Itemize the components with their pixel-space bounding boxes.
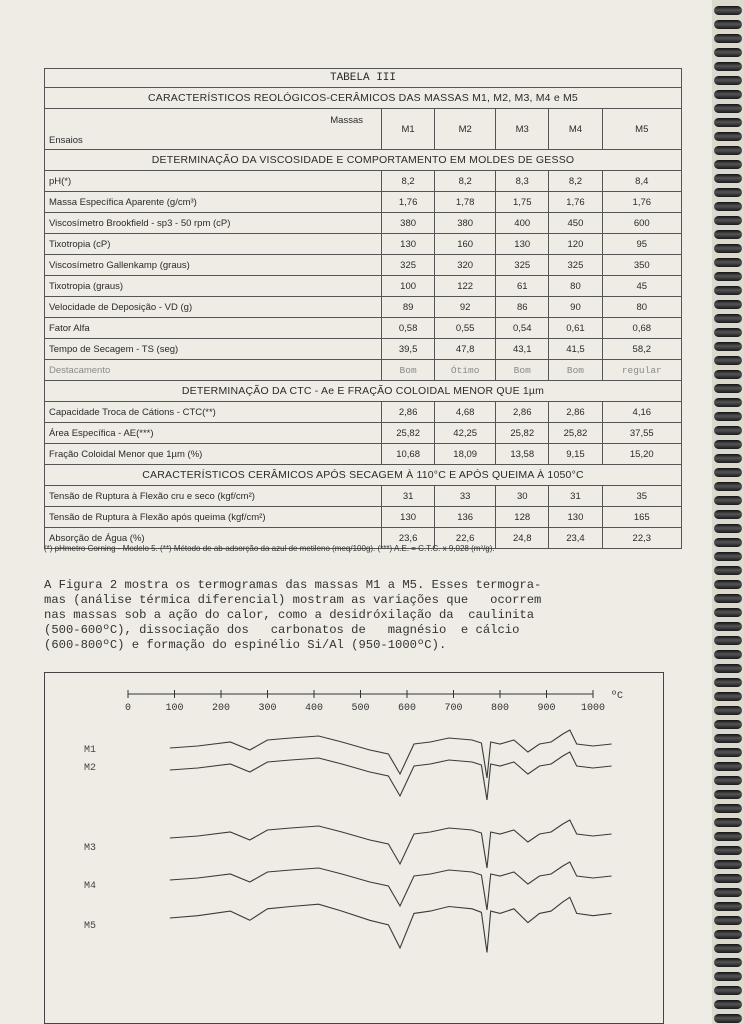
spiral-coil [714,468,742,477]
column-header: M1 [382,109,435,150]
table-row [45,402,682,423]
section-title-row [45,381,682,402]
spiral-coil [714,160,742,169]
row-value: 350 [602,255,681,276]
table-row [45,423,682,444]
row-value: 80 [602,297,681,318]
row-value: 23,6 [382,528,435,549]
row-value: 380 [382,213,435,234]
row-value: 4,68 [435,402,496,423]
row-value: 320 [435,255,496,276]
spiral-coil [714,398,742,407]
axis-tick-label: 700 [444,703,463,714]
row-value: 0,58 [382,318,435,339]
spiral-coil [714,286,742,295]
row-value: 1,75 [496,192,549,213]
row-value: 31 [382,486,435,507]
table-row [45,444,682,465]
section-title: DETERMINAÇÃO DA CTC - Ae E FRAÇÃO COLOIDAL MENOR QUE 1µm [45,381,682,402]
table-caption-row [45,88,682,109]
spiral-coil [714,510,742,519]
spiral-coil [714,832,742,841]
row-value: Bom [496,360,549,381]
section-title-row [45,150,682,171]
row-value: 0,54 [496,318,549,339]
row-value: 1,76 [382,192,435,213]
spiral-coil [714,272,742,281]
row-label: Tixotropia (cP) [45,234,382,255]
row-value: 128 [496,507,549,528]
ensaios-label: Ensaios [49,135,83,146]
row-value: 24,8 [496,528,549,549]
spiral-coil [714,496,742,505]
spiral-coil [714,314,742,323]
column-header: M3 [496,109,549,150]
row-label: Massa Específica Aparente (g/cm³) [45,192,382,213]
spiral-coil [714,118,742,127]
row-value: 0,61 [549,318,602,339]
spiral-coil [714,888,742,897]
spiral-coil [714,790,742,799]
row-value: 22,3 [602,528,681,549]
row-label: Viscosímetro Brookfield - sp3 - 50 rpm (cP) [45,213,382,234]
row-value: 30 [496,486,549,507]
spiral-coil [714,426,742,435]
section-title: DETERMINAÇÃO DA VISCOSIDADE E COMPORTAMENTO EM MOLDES DE GESSO [45,150,682,171]
row-value: regular [602,360,681,381]
row-value: 89 [382,297,435,318]
row-value: 325 [382,255,435,276]
row-value: 8,2 [549,171,602,192]
table-title-row [45,69,682,88]
row-value: Bom [549,360,602,381]
row-value: 2,86 [496,402,549,423]
table-row [45,486,682,507]
spiral-coil [714,622,742,631]
spiral-coil [714,958,742,967]
row-value: 130 [382,507,435,528]
row-value: 8,2 [382,171,435,192]
row-value: 86 [496,297,549,318]
row-value: 9,15 [549,444,602,465]
spiral-coil [714,244,742,253]
row-value: 25,82 [549,423,602,444]
spiral-coil [714,748,742,757]
spiral-coil [714,678,742,687]
axis-tick-label: 1000 [580,703,606,714]
massas-label: Massas [330,115,363,126]
spiral-coil [714,300,742,309]
curve-label: M5 [84,921,97,932]
row-value: 100 [382,276,435,297]
row-value: 160 [435,234,496,255]
spiral-coil [714,34,742,43]
spiral-coil [714,104,742,113]
row-value: 600 [602,213,681,234]
row-value: 130 [382,234,435,255]
row-label: Tempo de Secagem - TS (seg) [45,339,382,360]
row-value: 18,09 [435,444,496,465]
row-value: 92 [435,297,496,318]
spiral-coil [714,146,742,155]
spiral-coil [714,1014,742,1023]
row-value: 380 [435,213,496,234]
table-title: TABELA III [45,69,682,88]
spiral-coil [714,818,742,827]
spiral-coil [714,916,742,925]
row-label: Absorção de Água (%) [45,528,382,549]
axis-tick-label: 500 [351,703,370,714]
row-value: Ótimo [435,360,496,381]
table-row [45,339,682,360]
spiral-coil [714,132,742,141]
spiral-coil [714,986,742,995]
thermogram-curve [170,820,612,868]
spiral-coil [714,6,742,15]
figure-border [45,673,664,1024]
row-value: 35 [602,486,681,507]
thermogram-curve [170,862,612,910]
row-value: 165 [602,507,681,528]
thermogram-figure [44,672,664,1024]
spiral-coil [714,902,742,911]
row-value: 25,82 [382,423,435,444]
spiral-coil [714,440,742,449]
spiral-coil [714,972,742,981]
axis-tick-label: 300 [258,703,277,714]
row-value: 120 [549,234,602,255]
row-value: 45 [602,276,681,297]
row-value: 90 [549,297,602,318]
spiral-coil [714,706,742,715]
spiral-coil [714,944,742,953]
thermogram-curve [170,752,612,800]
table-header-row [45,109,682,150]
spiral-coil [714,524,742,533]
paragraph-line: nas massas sob a ação do calor, como a desidróxilação da caulinita [44,608,535,622]
row-label: Destacamento [45,360,382,381]
spiral-coil [714,216,742,225]
spiral-coil [714,776,742,785]
spiral-coil [714,664,742,673]
spiral-coil [714,762,742,771]
spiral-coil [714,188,742,197]
spiral-coil [714,370,742,379]
table-footnote: (*) pHmetro Corning - Modelo 5. (**) Método de ab-adsorção da azul de metileno (meq/100g). (***) A.E. = C.T.C. x 9,028 (m²/g). [44,544,495,553]
thermogram-curve [170,897,612,952]
paragraph-line: mas (análise térmica diferencial) mostram as variações que ocorrem [44,593,542,607]
axis-tick-label: 200 [211,703,231,714]
row-value: 0,68 [602,318,681,339]
curve-label: M3 [84,843,97,854]
spiral-coil [714,608,742,617]
spiral-coil [714,174,742,183]
spiral-coil [714,594,742,603]
column-header: M2 [435,109,496,150]
curve-label: M4 [84,881,97,892]
row-value: 450 [549,213,602,234]
table-row [45,171,682,192]
row-value: 136 [435,507,496,528]
row-value: 325 [496,255,549,276]
spiral-coil [714,356,742,365]
spiral-coil [714,454,742,463]
axis-tick-label: 900 [537,703,556,714]
spiral-coil [714,930,742,939]
spiral-coil [714,258,742,267]
row-value: 37,55 [602,423,681,444]
row-value: 2,86 [382,402,435,423]
axis-tick-label: 400 [304,703,324,714]
row-value: 41,5 [549,339,602,360]
spiral-binding [712,0,744,1024]
spiral-coil [714,692,742,701]
row-value: 122 [435,276,496,297]
row-value: 2,86 [549,402,602,423]
spiral-coil [714,230,742,239]
row-value: 400 [496,213,549,234]
row-value: 130 [549,507,602,528]
spiral-coil [714,552,742,561]
row-label: pH(*) [45,171,382,192]
spiral-coil [714,76,742,85]
table-row [45,234,682,255]
row-label: Capacidade Troca de Cátions - CTC(**) [45,402,382,423]
section-title: CARACTERÍSTICOS CERÂMICOS APÓS SECAGEM À 110°C E APÓS QUEIMA À 1050°C [45,465,682,486]
axis-tick-label: 600 [397,703,417,714]
spiral-coil [714,874,742,883]
table-row [45,297,682,318]
row-value: 0,55 [435,318,496,339]
spiral-coil [714,804,742,813]
row-label: Velocidade de Deposição - VD (g) [45,297,382,318]
row-value: 33 [435,486,496,507]
row-label: Tixotropia (graus) [45,276,382,297]
row-value: 1,78 [435,192,496,213]
row-value: 43,1 [496,339,549,360]
spiral-coil [714,734,742,743]
table-row [45,192,682,213]
row-label: Tensão de Ruptura à Flexão após queima (kgf/cm²) [45,507,382,528]
row-value: 13,58 [496,444,549,465]
row-value: 31 [549,486,602,507]
spiral-coil [714,202,742,211]
row-value: 10,68 [382,444,435,465]
row-value: 8,2 [435,171,496,192]
spiral-coil [714,328,742,337]
spiral-coil [714,846,742,855]
spiral-coil [714,482,742,491]
row-value: 23,4 [549,528,602,549]
row-label: Tensão de Ruptura à Flexão cru e seco (kgf/cm²) [45,486,382,507]
spiral-coil [714,720,742,729]
axis-tick-label: 0 [124,703,132,714]
curve-label: M2 [84,763,97,774]
axis-unit: ºC [611,691,624,702]
body-paragraph [44,578,660,653]
row-label: Viscosímetro Gallenkamp (graus) [45,255,382,276]
spiral-coil [714,62,742,71]
table-row [45,507,682,528]
row-value: 47,8 [435,339,496,360]
paragraph-line: (600-800ºC) e formação do espinélio Si/Al (950-1000ºC). [44,638,447,652]
paragraph-line: A Figura 2 mostra os termogramas das massas M1 a M5. Esses termogra- [44,578,542,592]
spiral-coil [714,384,742,393]
table-row [45,360,682,381]
spiral-coil [714,48,742,57]
row-value: 15,20 [602,444,681,465]
row-label: Fração Coloidal Menor que 1µm (%) [45,444,382,465]
spiral-coil [714,538,742,547]
table-iii [44,68,682,549]
spiral-coil [714,1000,742,1009]
row-value: 8,4 [602,171,681,192]
row-value: 22,6 [435,528,496,549]
axis-tick-label: 800 [490,703,510,714]
row-label: Área Específica - AE(***) [45,423,382,444]
row-value: Bom [382,360,435,381]
table-row [45,213,682,234]
table-caption: CARACTERÍSTICOS REOLÓGICOS-CERÂMICOS DAS MASSAS M1, M2, M3, M4 e M5 [45,88,682,109]
row-value: 39,5 [382,339,435,360]
row-value: 42,25 [435,423,496,444]
row-label: Fator Alfa [45,318,382,339]
spiral-coil [714,412,742,421]
spiral-coil [714,650,742,659]
header-corner-cell [45,109,382,150]
spiral-coil [714,580,742,589]
column-header: M4 [549,109,602,150]
axis-tick-label: 100 [165,703,184,714]
row-value: 58,2 [602,339,681,360]
table-row [45,255,682,276]
row-value: 4,16 [602,402,681,423]
spiral-coil [714,860,742,869]
row-value: 130 [496,234,549,255]
row-value: 25,82 [496,423,549,444]
table-row [45,318,682,339]
row-value: 325 [549,255,602,276]
column-header: M5 [602,109,681,150]
paragraph-line: (500-600ºC), dissociação dos carbonatos de magnésio e cálcio [44,623,520,637]
row-value: 1,76 [602,192,681,213]
spiral-coil [714,566,742,575]
curve-label: M1 [84,745,97,756]
section-title-row [45,465,682,486]
row-value: 1,76 [549,192,602,213]
row-value: 8,3 [496,171,549,192]
spiral-coil [714,20,742,29]
row-value: 61 [496,276,549,297]
row-value: 80 [549,276,602,297]
thermogram-curve [170,730,612,778]
table-row [45,276,682,297]
spiral-coil [714,342,742,351]
row-value: 95 [602,234,681,255]
spiral-coil [714,636,742,645]
spiral-coil [714,90,742,99]
